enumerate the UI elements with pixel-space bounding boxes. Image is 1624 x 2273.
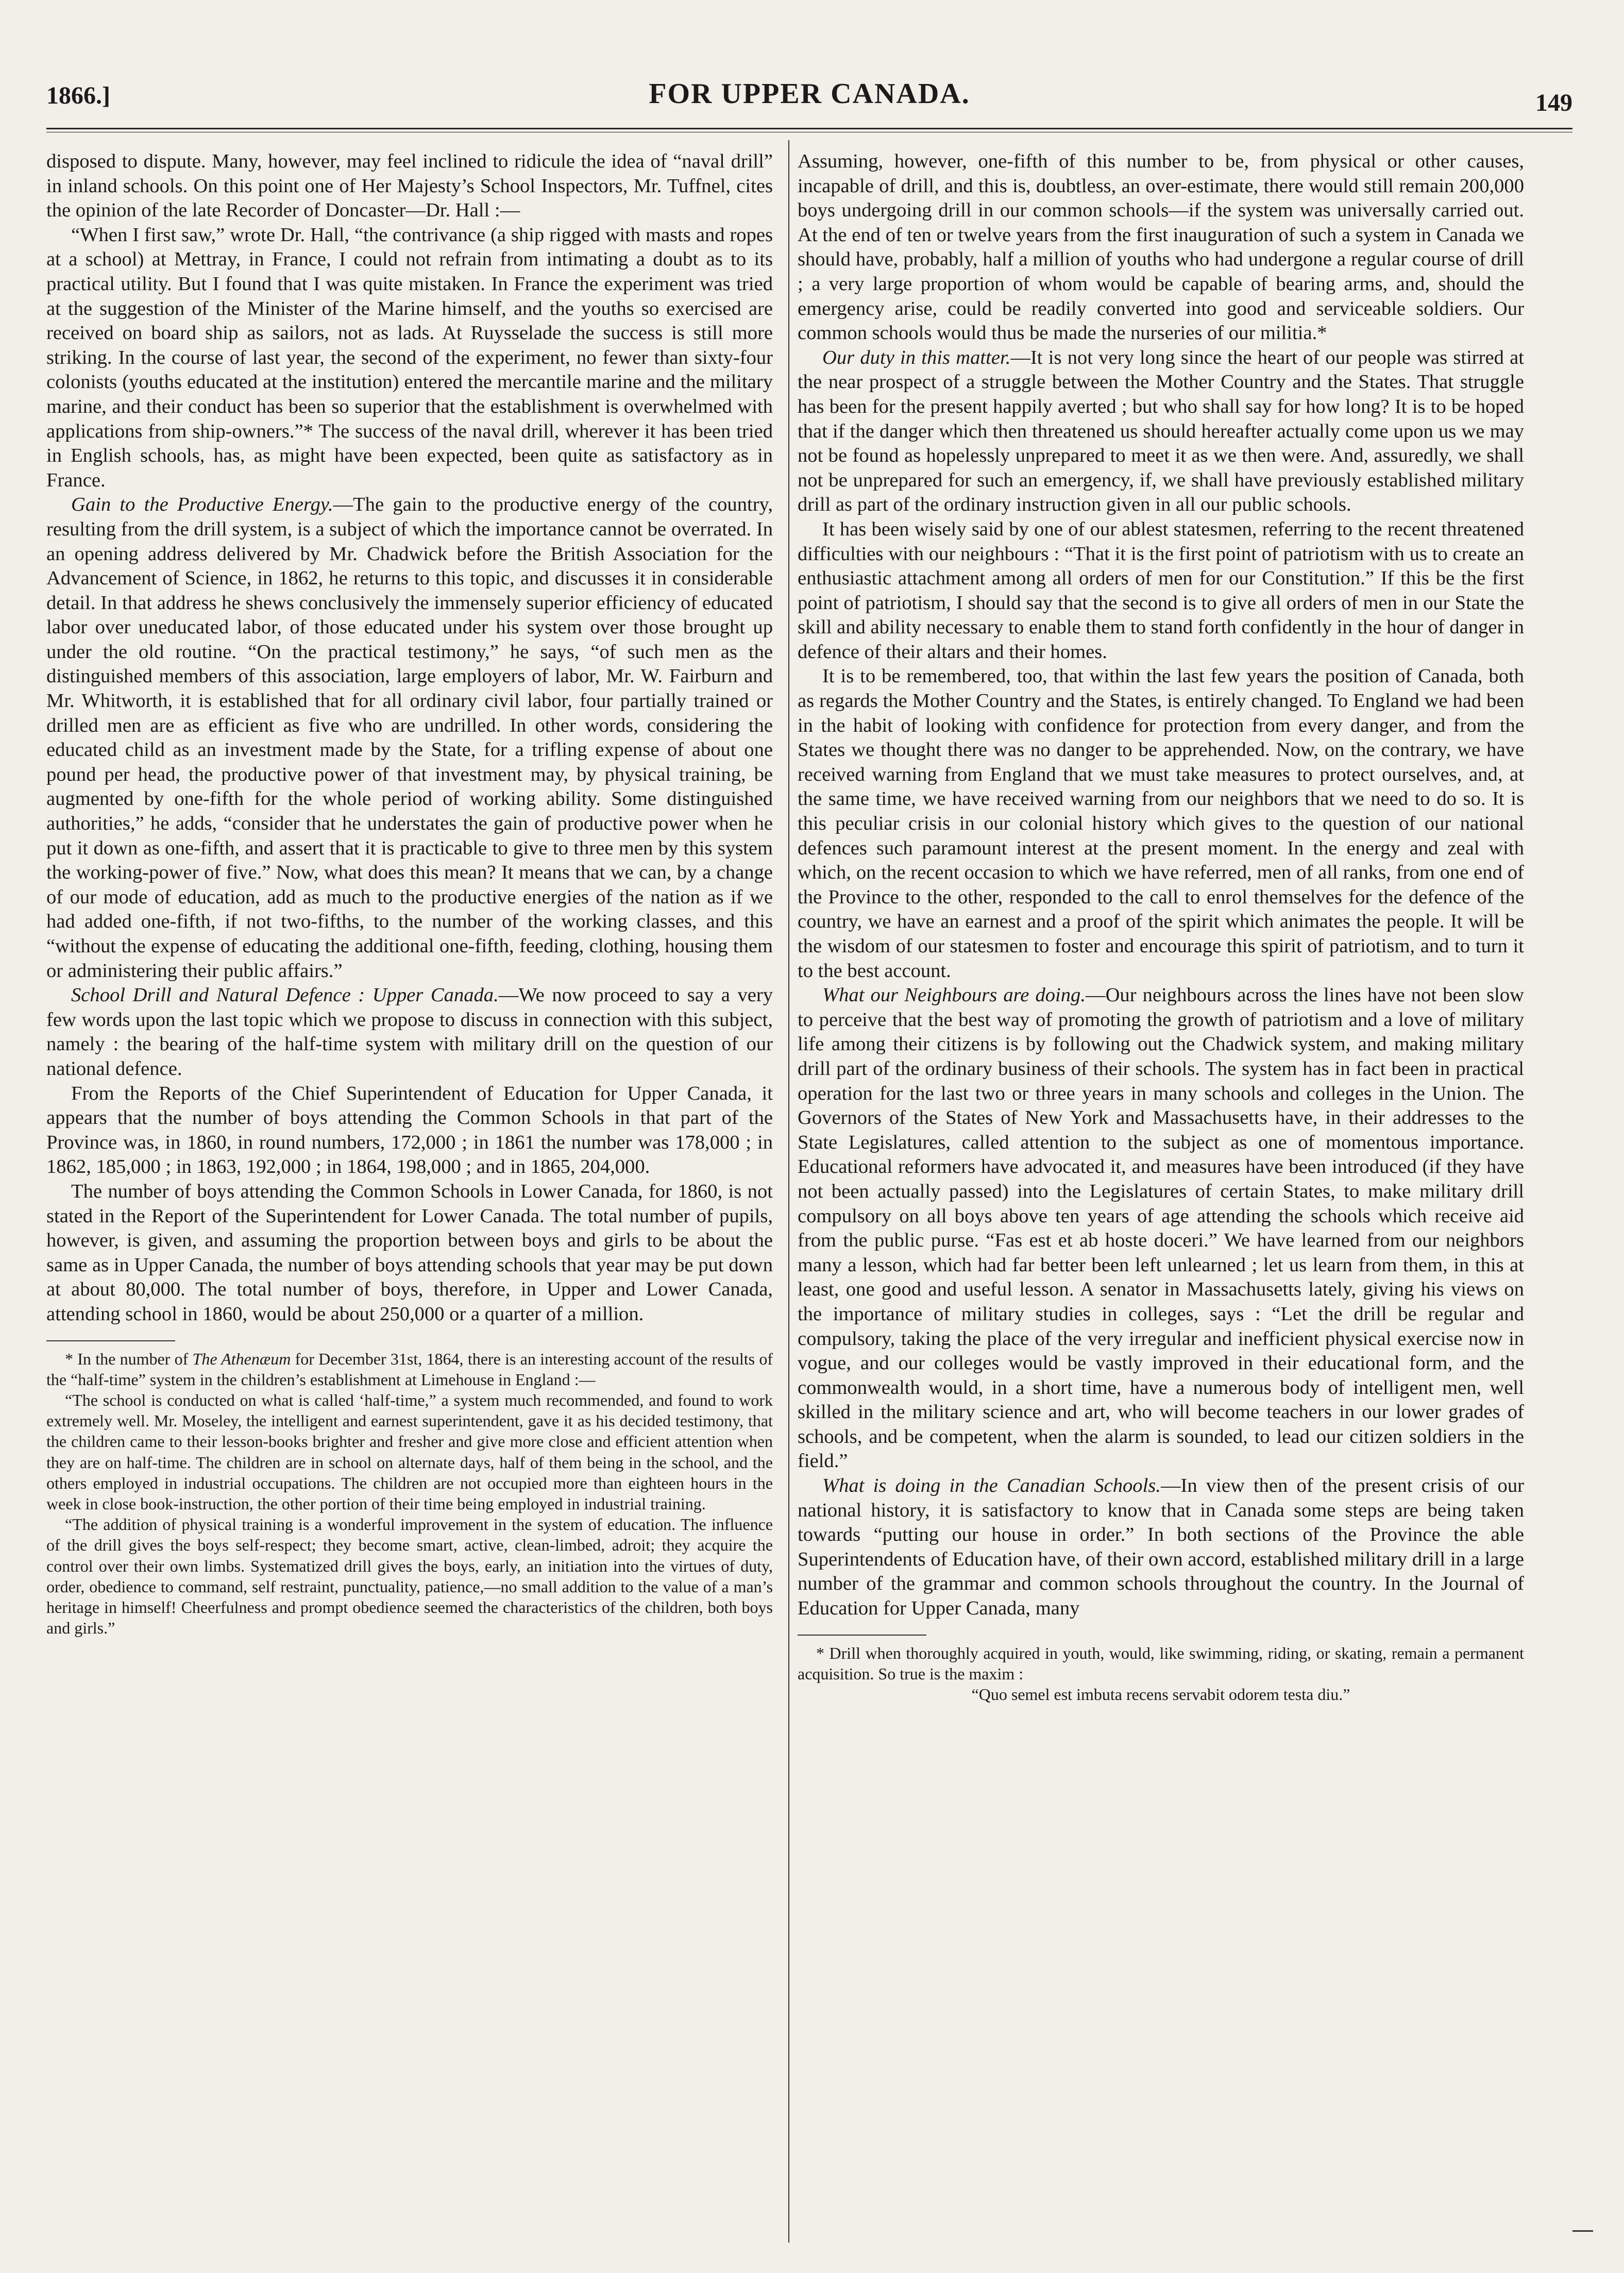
paragraph [798, 1474, 1524, 1621]
section-heading: Gain to the Productive Energy. [71, 494, 333, 516]
footnote-paragraph: “The school is conducted on what is called ‘half-time,” a system much recommended, and found to work extremely well. Mr. Moseley, the intelligent and earnest superintendent, gave it as his decided testimony, that the children came to their lesson-books brighter and fresher and give more close and efficient attention when they are on half-time. The children are in school on alternate days, half of them being in the school, and the others employed in industrial occupations. The children are not occupied more than eighteen hours in the week in close book-instruction, the other portion of their time being employed in industrial training. [46, 1390, 773, 1513]
paragraph-body: —We now proceed to say a very few words upon the last topic which we propose to discuss in connection with this subject, namely : the bearing of the half-time system with military drill on the question of our national defence. [46, 984, 773, 1080]
paragraph-body: —The gain to the productive energy of the country, resulting from the drill system, is a subject of which the importance cannot be overrated. In an opening address delivered by Mr. Chadwick before the British Association for the Advancement of Science, in 1862, he returns to this topic, and discusses it in considerable detail. In that address he shews conclusively the immensely superior efficiency of educated labor over uneducated labor, of those educated under his system over those brought up under the old routine. “On the practical testimony,” he says, “of such men as the distinguished members of this association, large employers of labor, Mr. W. Fairburn and Mr. Whitworth, it is established that for all ordinary civil labor, four partially trained or drilled men are as efficient as five who are undrilled. In other words, considering the educated child as an investment made by the State, for a trifling expense of about one pound per head, the productive power of that investment may, by physical training, be augmented by one-fifth for the whole period of working ability. Some distinguished authorities,” he adds, “consider that he understates the gain of productive power when he put it down as one-fifth, and assert that it is practicable to give to three men by this system the working-power of five.” Now, what does this mean? It means that we can, by a change of our mode of education, add as much to the productive energies of the nation as if we had added one-fifth, if not two-fifths, to the number of the working classes, and this “without the expense of educating the additional one-fifth, feeding, clothing, housing them or administering their public affairs.” [46, 494, 773, 982]
section-heading: Our duty in this matter. [822, 346, 1011, 368]
column-divider [788, 140, 789, 2243]
footnote-text: for December 31st, 1864, there is an interesting account of the results of the “half-time” system in the children’s establishment at Limehouse in England :— [46, 1349, 773, 1389]
paragraph-body: —In view then of the present crisis of our national history, it is satisfactory to know that in Canada some steps are being taken towards “putting our house in order.” In both sections of the Province the able Superintendents of Education have, of their own accord, established military drill in a large number of the grammar and common schools throughout the country. In the Journal of Education for Upper Canada, many [798, 1475, 1524, 1620]
footnote-paragraph: * Drill when thoroughly acquired in youth, would, like swimming, riding, or skating, remain a permanent acquisition. So true is the maxim : [798, 1643, 1524, 1683]
paragraph: From the Reports of the Chief Superintendent of Education for Upper Canada, it appears that the number of boys attending the Common Schools in that part of the Province was, in 1860, in round numbers, 172,000 ; in 1861 the number was 178,000 ; in 1862, 185,000 ; in 1863, 192,000 ; in 1864, 198,000 ; and in 1865, 204,000. [46, 1082, 773, 1178]
paragraph: disposed to dispute. Many, however, may feel inclined to ridicule the idea of “naval drill” in inland schools. On this point one of Her Majesty’s School Inspectors, Mr. Tuffnel, cites the opinion of the late Recorder of Doncaster—Dr. Hall :— [46, 150, 773, 222]
header-year: 1866.] [46, 82, 110, 109]
paragraph [798, 983, 1524, 1474]
paragraph [46, 983, 773, 1081]
footnote-maxim: “Quo semel est imbuta recens servabit odorem testa diu.” [971, 1685, 1350, 1704]
quote-paragraph: “When I first saw,” wrote Dr. Hall, “the contrivance (a ship rigged with masts and ropes at a school) at Mettray, in France, I could not refrain from intimating a doubt as to its practical utility. But I found that I was quite mistaken. In France the experiment was tried at the suggestion of the Minister of the Marine himself, and the youths so exercised are received on board ship as sailors, not as lads. At Ruysselade the success is still more striking. In the course of last year, the second of the experiment, no fewer than sixty-four colonists (youths educated at the institution) entered the mercantile marine and the military marine, and their conduct has been so superior that the establishment is overwhelmed with applications from ship-owners.”* The success of the naval drill, wherever it has been tried in English schools, has, as might have been expected, been quite as satisfactory as in France. [46, 224, 773, 491]
right-column [798, 149, 1524, 1705]
page-number: 149 [1535, 89, 1572, 116]
paragraph: It is to be remembered, too, that within the last few years the position of Canada, both as regards the Mother Country and the States, is entirely changed. To England we had been in the habit of looking with confidence for protection from every danger, and from the States we thought there was no danger to be apprehended. Now, on the contrary, we have received warning from England that we must take measures to protect ourselves, and, at the same time, we have received warning from our neighbors that we need to do so. It is this peculiar crisis in our colonial history which gives to the question of our national defences such paramount interest at the present moment. In the energy and zeal with which, on the recent occasion to which we have referred, men of all ranks, from one end of the Province to the other, responded to the call to enrol themselves for the defence of the country, we have an earnest and a proof of the spirit which animates the people. It will be the wisdom of our statesmen to foster and encourage this spirit of patriotism, and to turn it to the best account. [798, 665, 1524, 982]
section-heading: What is doing in the Canadian Schools. [822, 1475, 1161, 1497]
section-heading: School Drill and Natural Defence : Upper Canada. [71, 984, 499, 1006]
paragraph [798, 346, 1524, 517]
paragraph-body: —Our neighbours across the lines have not been slow to perceive that the best way of promoting the growth of patriotism and a love of military life among their citizens is by following out the Chadwick system, and making military drill part of the ordinary business of their schools. The system has in fact been in practical operation for the last two or three years in many schools and colleges in the Union. The Governors of the States of New York and Massachusetts have, in their addresses to the State Legislatures, called attention to the subject as one of momentous importance. Educational reformers have advocated it, and measures have been introduced (if they have not been actually passed) into the Legislatures of certain States, to make military drill compulsory on all boys above ten years of age attending the schools which receive aid from the public purse. “Fas est et ab hoste doceri.” We have learned from our neighbors many a lesson, which had far better been left unlearned ; let us learn from them, in this at least, one good and useful lesson. A senator in Massachusetts lately, giving his views on the importance of military studies in colleges, says : “Let the drill be regular and compulsory, taking the place of the very irregular and inefficient physical exercise now in vogue, and our colleges would be vastly improved in their educational form, and the commonwealth would, in a short time, have a numerous body of intelligent men, well skilled in the military science and art, who will become teachers in our lower grades of schools, and be competent, when the alarm is sounded, to lead our citizen soldiers in the field.” [798, 984, 1524, 1472]
paragraph-body: —It is not very long since the heart of our people was stirred at the near prospect of a struggle between the Mother Country and the States. That struggle has been for the present happily averted ; but who shall say for how long? It is to be hoped that if the danger which then threatened us should hereafter actually come upon us we may not be found as hopelessly unprepared to meet it as we then were. And, assuredly, we shall not be unprepared for such an emergency, if, we shall have previously established military drill as part of the ordinary instruction given in all our public schools. [798, 346, 1524, 516]
footnote-rule [798, 1635, 926, 1636]
header-rule [46, 128, 1572, 129]
paragraph: The number of boys attending the Common Schools in Lower Canada, for 1860, is not stated in the Report of the Superintendent for Lower Canada. The total number of pupils, however, is given, and assuming the proportion between boys and girls to be about the same as in Upper Canada, the number of boys attending schools that year may be put down at about 80,000. The total number of boys, therefore, in Upper and Lower Canada, attending school in 1860, would be about 250,000 or a quarter of a million. [46, 1180, 773, 1325]
footnote-paragraph [46, 1349, 773, 1390]
running-title: FOR UPPER CANADA. [649, 78, 970, 110]
footnote [46, 1349, 773, 1639]
paragraph [46, 493, 773, 983]
margin-mark [1572, 2230, 1593, 2232]
paragraph: Assuming, however, one-fifth of this number to be, from physical or other causes, incapable of drill, and this is, doubtless, an over-estimate, there would still remain 200,000 boys undergoing drill in our common schools—if the system was universally carried out. At the end of ten or twelve years from the first inauguration of such a system in Canada we should have, probably, half a million of youths who had undergone a regular course of drill ; a very large proportion of whom would be capable of bearing arms, and, should the emergency arise, could be readily converted into good and serviceable soldiers. Our common schools would thus be made the nurseries of our militia.* [798, 150, 1524, 344]
left-column [46, 149, 773, 1638]
section-heading: What our Neighbours are doing. [822, 984, 1086, 1006]
footnote-title: The Athenæum [192, 1349, 291, 1368]
paragraph: It has been wisely said by one of our ablest statesmen, referring to the recent threatened difficulties with our neighbours : “That it is the first point of patriotism with us to create an enthusiastic attachment among all orders of men for our Constitution.” If this be the first point of patriotism, I should say that the second is to give all orders of men in our State the skill and ability necessary to enable them to stand forth confidently in the hour of danger in defence of their altars and their homes. [798, 518, 1524, 663]
page-header [46, 77, 1572, 124]
footnote [798, 1643, 1524, 1705]
footnote-text: * In the number of [65, 1349, 193, 1368]
footnote-paragraph: “The addition of physical training is a wonderful improvement in the system of education. The influence of the drill gives the boys self-respect; they become smart, active, clean-limbed, adroit; they acquire the control over their own limbs. Systematized drill gives the boys, early, an initiation into the virtues of duty, order, obedience to command, self restraint, punctuality, patience,—no small addition to the value of a man’s heritage in himself! Cheerfulness and prompt obedience seemed the characteristics of the children, both boys and girls.” [46, 1515, 773, 1638]
footnote-rule [46, 1340, 175, 1341]
